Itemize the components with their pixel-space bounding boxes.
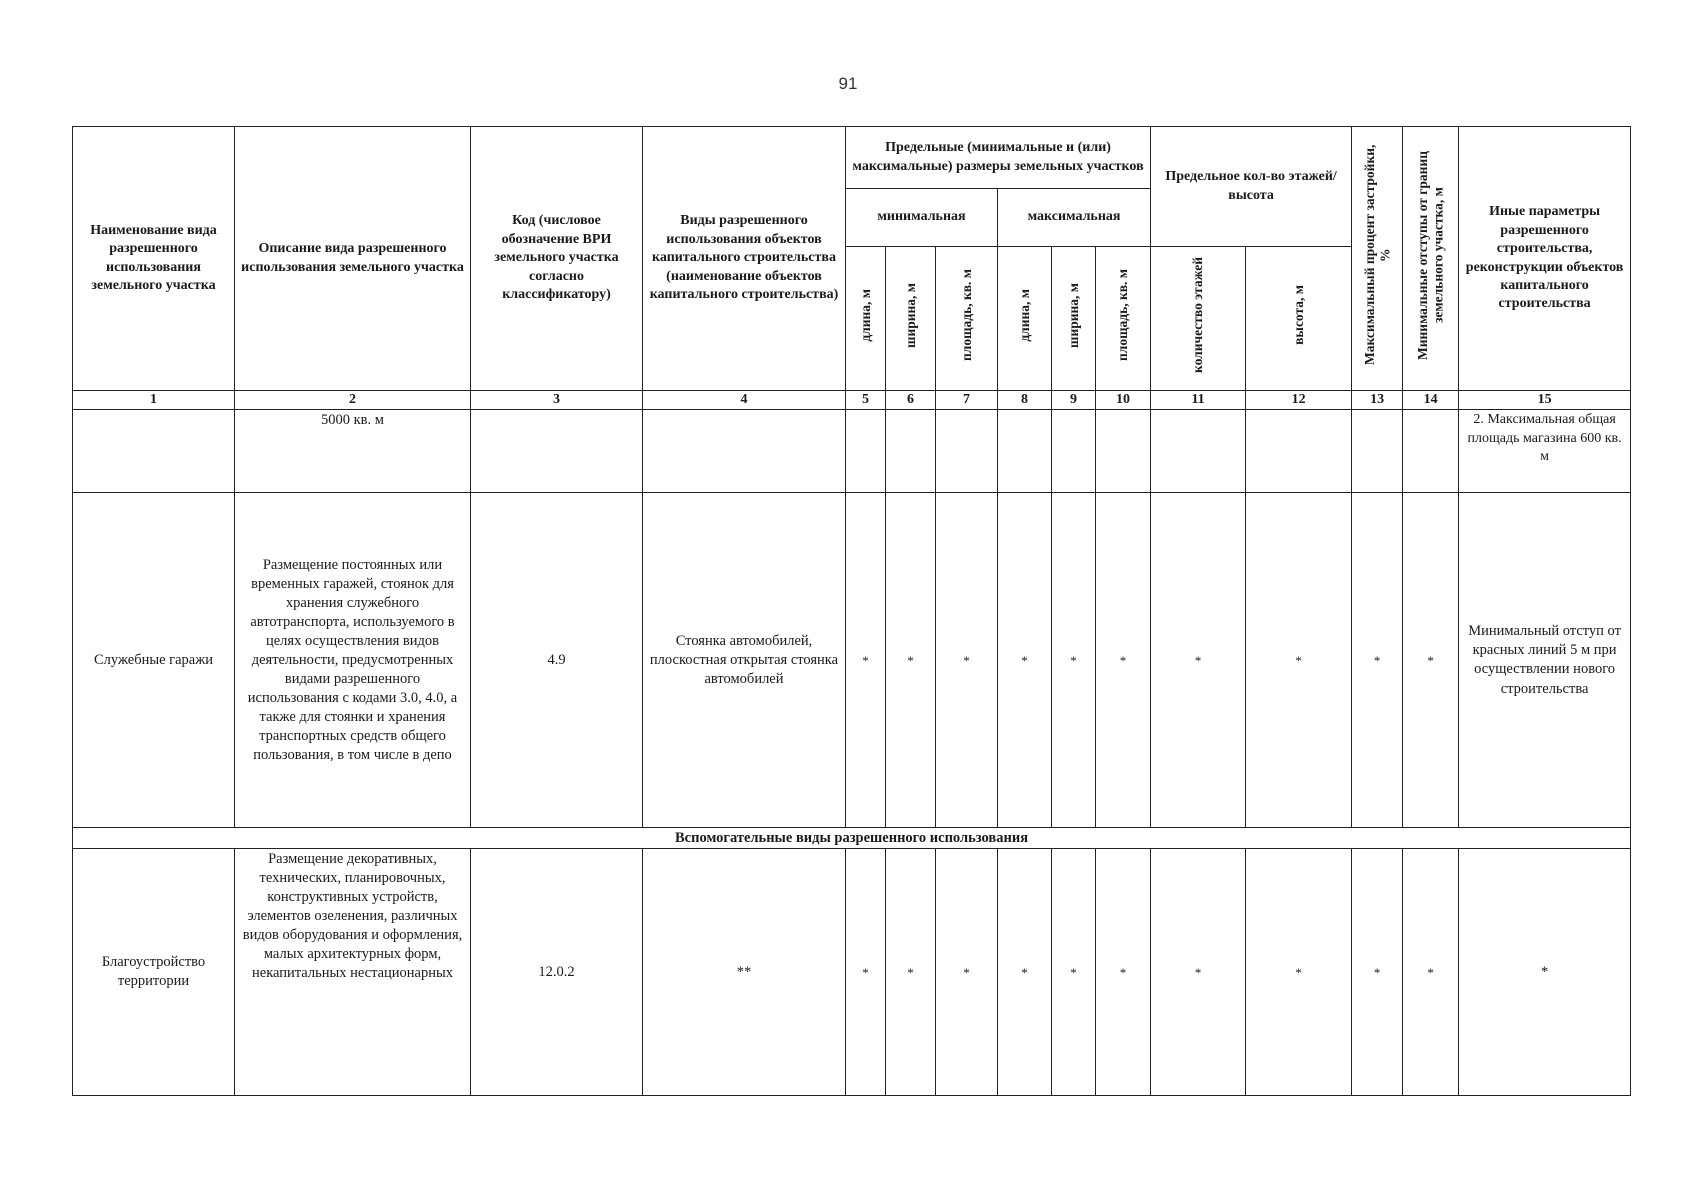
column-number: 5	[846, 391, 886, 410]
cell-description-text: Размещение декоративных, технических, планировочных, конструктивных устройств, элементов озеленения, различных видов оборудования и оформления, малых архитектурных форм, некапитальных нестационарных	[242, 851, 463, 982]
cell-max-width: *	[1052, 849, 1096, 1096]
column-number: 7	[936, 391, 998, 410]
cell-min-length: *	[846, 493, 886, 828]
page-number: 91	[838, 74, 858, 93]
cell-min-area: *	[936, 849, 998, 1096]
section-heading-auxiliary-uses: Вспомогательные виды разрешенного использования	[73, 828, 1631, 849]
cell-empty	[1246, 410, 1352, 493]
cell-empty	[1096, 410, 1151, 493]
header-permitted-use-description: Описание вида разрешенного использования земельного участка	[235, 127, 471, 391]
cell-max-length: *	[998, 849, 1052, 1096]
cell-other-parameters: Минимальный отступ от красных линий 5 м при осуществлении нового строительства	[1459, 493, 1631, 828]
table-row-continuation	[73, 410, 1631, 493]
header-min-width	[886, 247, 936, 391]
header-classifier-code: Код (числовое обозначение ВРИ земельного участка согласно классификатору)	[471, 127, 643, 391]
cell-max-built-percent: *	[1352, 849, 1403, 1096]
header-max-built-percent	[1352, 127, 1403, 391]
cell-max-area: *	[1096, 493, 1151, 828]
header-max-area	[1096, 247, 1151, 391]
column-number: 10	[1096, 391, 1151, 410]
cell-use-name: Служебные гаражи	[73, 493, 235, 828]
header-floors-height-limit: Предельное кол-во этажей/высота	[1151, 127, 1352, 247]
table-row-landscaping	[73, 849, 1631, 1096]
column-number: 8	[998, 391, 1052, 410]
header-max-width-text: ширина, м	[1065, 282, 1081, 348]
cell-max-length: *	[998, 493, 1052, 828]
header-min-length	[846, 247, 886, 391]
header-plot-size-limits: Предельные (минимальные и (или) максимальные) размеры земельных участков	[846, 127, 1151, 189]
header-max-built-percent-text: Максимальный процент застройки, %	[1361, 145, 1393, 366]
cell-height: *	[1246, 849, 1352, 1096]
header-min-setbacks-text: Минимальные отступы от границ земельного участка, м	[1415, 150, 1446, 360]
header-max-group: максимальная	[998, 189, 1151, 247]
cell-description	[235, 849, 471, 1096]
cell-empty	[936, 410, 998, 493]
cell-description: Размещение постоянных или временных гаражей, стоянок для хранения служебного автотранспорта, используемого в целях осуществления видов деятельности, предусмотренных видами разрешенного использования с кодами 3.0, 4.0, а также для стоянки и хранения транспортных средств общего пользования, в том числе в депо	[235, 493, 471, 828]
header-min-width-text: ширина, м	[902, 282, 918, 348]
header-floors-count	[1151, 247, 1246, 391]
header-floors-count-text: количество этажей	[1190, 257, 1206, 374]
cell-empty	[886, 410, 936, 493]
cell-empty	[471, 410, 643, 493]
cell-min-length: *	[846, 849, 886, 1096]
cell-empty	[1151, 410, 1246, 493]
cell-construction-objects: **	[643, 849, 846, 1096]
cell-max-built-percent: *	[1352, 493, 1403, 828]
cell-description: 5000 кв. м	[235, 410, 471, 493]
column-number: 4	[643, 391, 846, 410]
cell-code: 4.9	[471, 493, 643, 828]
cell-empty	[73, 410, 235, 493]
header-max-length-text: длина, м	[1016, 288, 1032, 342]
header-min-setbacks	[1403, 127, 1459, 391]
cell-empty	[998, 410, 1052, 493]
column-number: 3	[471, 391, 643, 410]
header-construction-objects: Виды разрешенного использования объектов капитального строительства (наименование объектов капитального строительства)	[643, 127, 846, 391]
header-min-area-text: площадь, кв. м	[958, 269, 974, 362]
cell-min-setbacks: *	[1403, 493, 1459, 828]
column-numbers-row	[73, 391, 1631, 410]
section-heading-row	[73, 828, 1631, 849]
cell-max-area: *	[1096, 849, 1151, 1096]
cell-empty	[1052, 410, 1096, 493]
header-height	[1246, 247, 1352, 391]
table-row-service-garages	[73, 493, 1631, 828]
zoning-regulations-table	[72, 126, 1631, 1096]
cell-empty	[846, 410, 886, 493]
cell-use-name: Благоустройство территории	[73, 849, 235, 1096]
cell-empty	[643, 410, 846, 493]
cell-empty	[1403, 410, 1459, 493]
column-number: 9	[1052, 391, 1096, 410]
header-max-length	[998, 247, 1052, 391]
cell-min-area: *	[936, 493, 998, 828]
column-number: 13	[1352, 391, 1403, 410]
cell-other-parameters: 2. Максимальная общая площадь магазина 600 кв. м	[1459, 410, 1631, 493]
column-number: 11	[1151, 391, 1246, 410]
column-number: 15	[1459, 391, 1631, 410]
header-max-area-text: площадь, кв. м	[1115, 269, 1131, 362]
cell-floors-count: *	[1151, 849, 1246, 1096]
header-permitted-use-name: Наименование вида разрешенного использования земельного участка	[73, 127, 235, 391]
column-number: 6	[886, 391, 936, 410]
cell-min-width: *	[886, 849, 936, 1096]
header-min-group: минимальная	[846, 189, 998, 247]
header-row-1	[73, 127, 1631, 189]
cell-empty	[1352, 410, 1403, 493]
header-min-length-text: длина, м	[857, 288, 873, 342]
header-max-width	[1052, 247, 1096, 391]
cell-code: 12.0.2	[471, 849, 643, 1096]
cell-other-parameters: *	[1459, 849, 1631, 1096]
header-other-parameters: Иные параметры разрешенного строительства, реконструкции объектов капитального строительства	[1459, 127, 1631, 391]
header-height-text: высота, м	[1290, 285, 1306, 346]
cell-floors-count: *	[1151, 493, 1246, 828]
cell-max-width: *	[1052, 493, 1096, 828]
cell-min-width: *	[886, 493, 936, 828]
header-min-area	[936, 247, 998, 391]
column-number: 1	[73, 391, 235, 410]
cell-height: *	[1246, 493, 1352, 828]
column-number: 12	[1246, 391, 1352, 410]
column-number: 14	[1403, 391, 1459, 410]
column-number: 2	[235, 391, 471, 410]
cell-min-setbacks: *	[1403, 849, 1459, 1096]
cell-construction-objects: Стоянка автомобилей, плоскостная открытая стоянка автомобилей	[643, 493, 846, 828]
